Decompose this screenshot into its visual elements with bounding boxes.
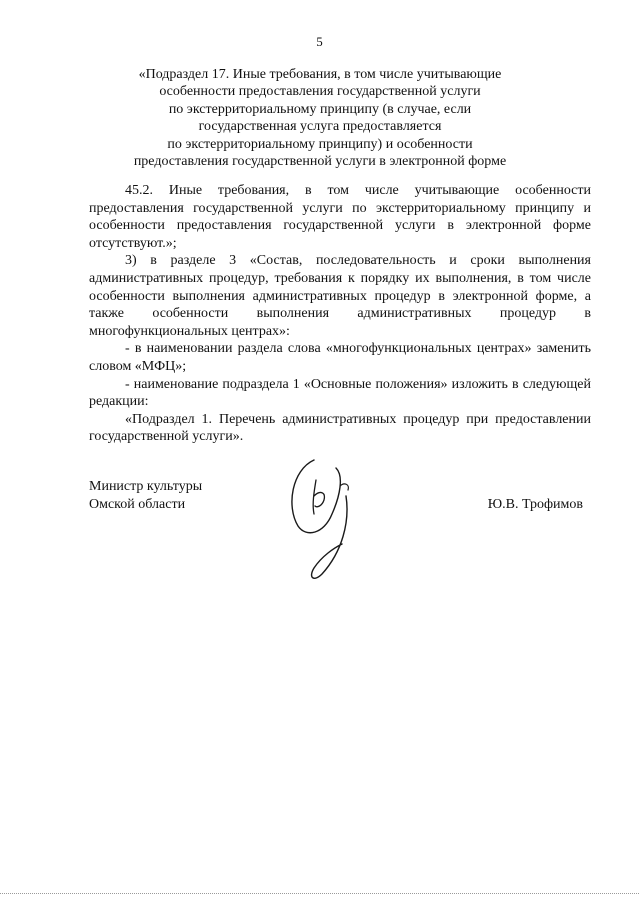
page-bottom-divider bbox=[0, 893, 639, 894]
paragraph-new-subsection-title: «Подраздел 1. Перечень административных процедур при предоставлении государственной услуги». bbox=[89, 411, 591, 445]
paragraph-rename-section: - в наименовании раздела слова «многофункциональных центрах» заменить словом «МФЦ»; bbox=[89, 341, 591, 374]
document-body bbox=[89, 182, 591, 446]
heading-line: предоставления государственной услуги в электронной форме bbox=[133, 154, 507, 170]
paragraph-45-2: 45.2. Иные требования, в том числе учитывающие особенности предоставления государственной услуги по экстерриториальному принципу и особенности предоставления государственной услуги в электронной форме отсутствуют.»; bbox=[89, 183, 591, 251]
signer-position-line: Омской области bbox=[89, 496, 186, 512]
subsection-heading bbox=[80, 66, 560, 170]
paragraph-section-3: 3) в разделе 3 «Состав, последовательность и сроки выполнения административных процедур, требования к порядку их выполнения, в том числе особенности выполнения административных процедур в электронной форме, а также особенности выполнения административных процедур в многофункциональных центрах»: bbox=[89, 253, 591, 339]
heading-line: государственная услуга предоставляется bbox=[198, 119, 442, 135]
heading-line: «Подраздел 17. Иные требования, в том числе учитывающие bbox=[138, 67, 502, 82]
signer-position-line: Министр культуры bbox=[89, 479, 203, 494]
signature-block bbox=[89, 478, 591, 598]
handwritten-signature bbox=[284, 456, 369, 596]
heading-line: по экстерриториальному принципу (в случае, если bbox=[168, 101, 472, 117]
signer-name: Ю.В. Трофимов bbox=[487, 496, 583, 512]
heading-line: по экстерриториальному принципу) и особенности bbox=[167, 136, 473, 152]
heading-line: особенности предоставления государственной услуги bbox=[159, 84, 481, 100]
page-number: 5 bbox=[316, 34, 323, 49]
paragraph-rename-subsection: - наименование подраздела 1 «Основные положения» изложить в следующей редакции: bbox=[89, 376, 591, 410]
signer-position bbox=[89, 478, 202, 513]
